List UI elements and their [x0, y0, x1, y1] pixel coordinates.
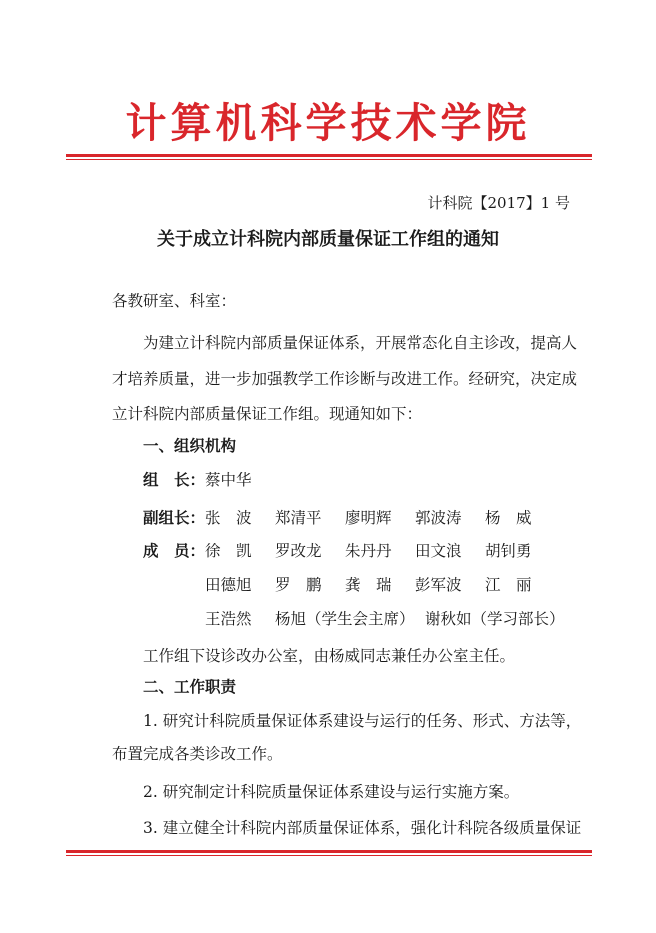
letterhead-title: 计算机科学技术学院 [125, 99, 531, 147]
member-name: 田德旭 [205, 576, 252, 594]
document-title: 关于成立计科院内部质量保证工作组的通知 [157, 229, 499, 250]
member-name: 江 丽 [485, 576, 532, 594]
deputy-name: 张 波 [205, 509, 252, 527]
duty-item-1-line-2: 布置完成各类诊改工作。 [112, 745, 283, 763]
intro-line-1: 为建立计科院内部质量保证体系，开展常态化自主诊改，提高人 [143, 334, 578, 352]
deputy-name: 杨 威 [485, 509, 532, 527]
member-name: 田文浪 [415, 542, 462, 560]
duty-item-1-line-1: 1. 研究计科院质量保证体系建设与运行的任务、形式、方法等， [143, 712, 582, 730]
footer-rule-thin [66, 855, 592, 856]
member-name: 龚 瑞 [345, 576, 392, 594]
duty-item-2: 2. 研究制定计科院质量保证体系建设与运行实施方案。 [143, 783, 520, 801]
section2-heading: 二、工作职责 [143, 677, 237, 696]
member-name: 彭军波 [415, 576, 462, 594]
member-name: 胡钊勇 [485, 542, 532, 560]
document-number: 计科院【2017】1 号 [427, 194, 570, 212]
duty-item-3: 3. 建立健全计科院内部质量保证体系，强化计科院各级质量保证 [143, 819, 582, 837]
member-name: 谢秋如（学习部长） [425, 610, 565, 628]
member-name: 朱丹丹 [345, 542, 392, 560]
salutation: 各教研室、科室： [112, 292, 237, 310]
member-role: 成 员： [143, 541, 206, 560]
member-name: 杨旭（学生会主席） [275, 610, 415, 628]
letterhead-rule-thin [66, 159, 592, 160]
deputy-name: 廖明辉 [345, 509, 392, 527]
office-note: 工作组下设诊改办公室，由杨威同志兼任办公室主任。 [143, 647, 516, 665]
member-name: 王浩然 [205, 610, 252, 628]
deputy-name: 郭波涛 [415, 509, 462, 527]
footer-rule-thick [66, 850, 592, 853]
member-name: 罗改龙 [275, 542, 322, 560]
deputy-role: 副组长： [143, 508, 206, 527]
member-name: 罗 鹏 [275, 576, 322, 594]
intro-line-3: 立计科院内部质量保证工作组。现通知如下： [112, 405, 423, 423]
member-name: 徐 凯 [205, 542, 252, 560]
section1-heading: 一、组织机构 [143, 436, 237, 455]
deputy-name: 郑清平 [275, 509, 322, 527]
leader-name: 蔡中华 [205, 471, 252, 489]
letterhead-rule-thick [66, 154, 592, 157]
leader-role: 组 长： [143, 470, 206, 489]
intro-line-2: 才培养质量，进一步加强教学工作诊断与改进工作。经研究，决定成 [112, 370, 578, 388]
